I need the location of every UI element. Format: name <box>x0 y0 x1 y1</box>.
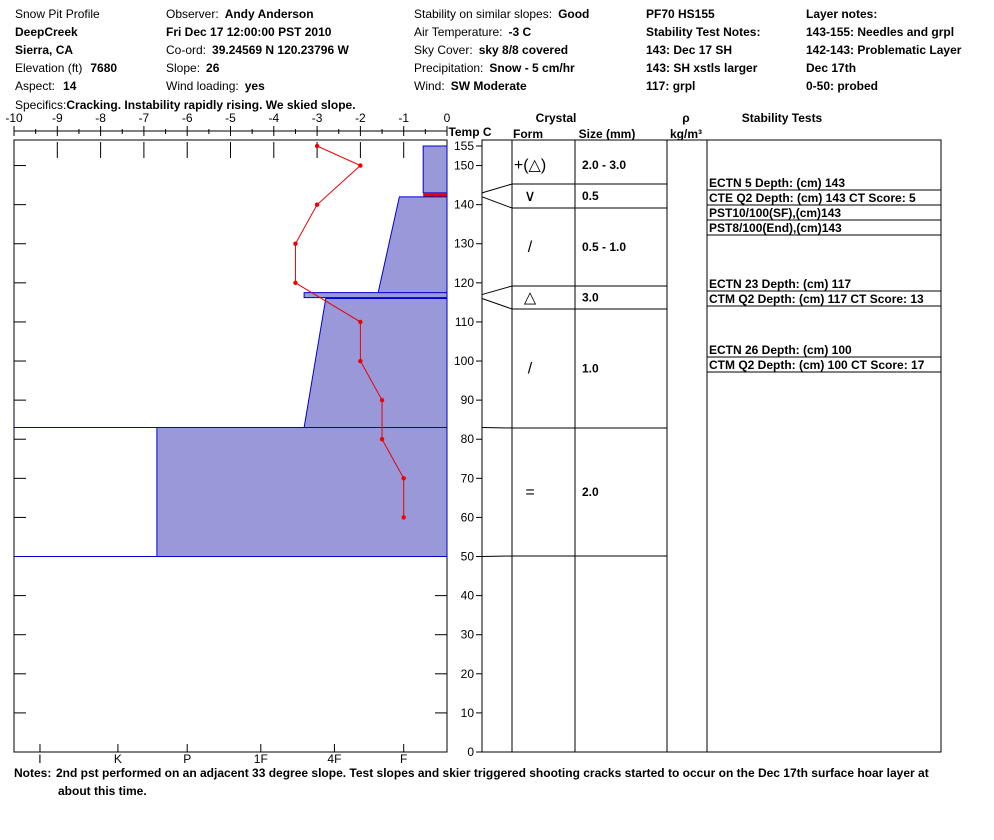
header-label: 142-143: Problematic Layer <box>806 43 962 57</box>
height-axis-label: 0 <box>467 745 474 759</box>
hardness-label: K <box>113 752 122 766</box>
hardness-layer-4 <box>304 298 447 427</box>
height-axis-label: 140 <box>453 197 474 212</box>
density-header: kg/m³ <box>669 127 703 141</box>
stability-test: CTM Q2 Depth: (cm) 117 CT Score: 13 <box>709 292 924 306</box>
density-symbol: ρ <box>682 111 690 125</box>
temperature-point <box>402 515 406 519</box>
temperature-tick-label: -8 <box>95 111 106 125</box>
height-axis-label: 60 <box>460 510 474 525</box>
hardness-layer-2 <box>378 197 447 295</box>
temperature-tick-label: -6 <box>181 111 193 125</box>
header-label: Stability Test Notes: <box>646 25 761 39</box>
header-label: 143-155: Needles and grpl <box>806 25 955 39</box>
header-value: Snow - 5 cm/hr <box>489 61 575 75</box>
temperature-point <box>315 202 319 206</box>
temperature-tick-label: -5 <box>225 111 236 125</box>
temperature-tick-label: -3 <box>311 111 323 125</box>
notes <box>14 764 944 800</box>
header-label: Wind loading: <box>166 79 239 93</box>
notes-label: Notes: <box>14 766 52 780</box>
specifics-label: Specifics: <box>15 98 67 112</box>
height-axis-label: 20 <box>460 666 474 681</box>
header-label: Observer: <box>166 7 219 21</box>
hardness-label: F <box>400 752 408 766</box>
crystal-size: 0.5 <box>582 189 599 203</box>
height-axis-label: 150 <box>453 158 474 173</box>
crystal-form-symbol: / <box>527 239 533 256</box>
header-label: 143: SH xstls larger <box>646 61 758 75</box>
problem-layer-mark <box>423 193 447 197</box>
header-label: Layer notes: <box>806 7 878 21</box>
header-label: 0-50: probed <box>806 79 879 93</box>
header-value: -3 C <box>508 25 532 39</box>
height-axis-label: 120 <box>453 275 474 290</box>
temperature-point <box>380 437 384 441</box>
header-label: DeepCreek <box>15 25 78 39</box>
header-label: Co-ord: <box>166 43 207 57</box>
height-axis-label: 10 <box>460 705 474 720</box>
header-value: sky 8/8 covered <box>478 43 569 57</box>
temperature-point <box>293 281 297 285</box>
stability-test: PST8/100(End),(cm)143 <box>709 221 842 235</box>
header-label: Sky Cover: <box>414 43 473 57</box>
layer-boundary-5 <box>482 556 667 557</box>
hardness-label: 4F <box>327 752 342 766</box>
stability-test: PST10/100(SF),(cm)143 <box>709 206 842 220</box>
height-axis-label: 110 <box>454 314 474 329</box>
hardness-label: I <box>38 752 42 766</box>
header-label: 117: grpl <box>646 79 696 93</box>
temperature-tick-label: -4 <box>268 111 280 125</box>
header-value: Fri Dec 17 12:00:00 PST 2010 <box>166 25 332 39</box>
temperature-tick-label: -7 <box>138 111 150 125</box>
header-label: PF70 HS155 <box>646 7 715 21</box>
height-axis-label: 155 <box>453 139 474 153</box>
header-value: Andy Anderson <box>224 7 314 21</box>
header-label: Slope: <box>166 61 201 75</box>
header-value: 39.24569 N 120.23796 W <box>212 43 349 57</box>
notes-line-1: 2nd pst performed on an adjacent 33 degree slope. Test slopes and skier triggered shooting cracks started to occur on the Dec 17th surface hoar layer at <box>56 766 929 780</box>
header-label: Elevation (ft) <box>15 61 83 75</box>
temperature-point <box>358 163 362 167</box>
temperature-tick-label: -9 <box>51 111 63 125</box>
header-value: 7680 <box>90 61 118 75</box>
temperature-tick-label: -2 <box>355 111 366 125</box>
header-label: Snow Pit Profile <box>15 7 100 21</box>
crystal-form-symbol: △ <box>523 289 537 307</box>
temperature-tick-label: 0 <box>443 111 451 125</box>
layer-boundary-4 <box>482 427 667 428</box>
header-label: 143: Dec 17 SH <box>646 43 733 57</box>
crystal-form-symbol: / <box>527 360 533 378</box>
crystal-form-symbol: ∨ <box>524 188 536 205</box>
temperature-tick-label: -10 <box>5 111 23 125</box>
temperature-point <box>358 320 362 324</box>
height-axis-label: 90 <box>460 393 474 408</box>
header-label: Stability on similar slopes: <box>414 7 553 21</box>
temperature-point <box>402 476 406 480</box>
header-value: Good <box>558 7 590 21</box>
crystal-size: 3.0 <box>582 290 599 305</box>
height-axis-label: 130 <box>453 236 474 251</box>
stability-test: CTE Q2 Depth: (cm) 143 CT Score: 5 <box>709 191 916 205</box>
temperature-point <box>315 144 319 148</box>
header-label: Sierra, CA <box>15 43 74 57</box>
stability-test: ECTN 26 Depth: (cm) 100 <box>709 343 852 357</box>
height-axis-label: 100 <box>453 354 474 369</box>
height-axis-label: 80 <box>460 432 474 447</box>
hardness-label: 1F <box>253 752 268 766</box>
stability-header: Stability Tests <box>741 111 823 125</box>
specifics-value: Cracking. Instability rapidly rising. We skied slope. <box>66 98 356 112</box>
stability-test: CTM Q2 Depth: (cm) 100 CT Score: 17 <box>709 358 925 372</box>
height-axis-label: 40 <box>460 588 474 603</box>
crystal-size: 1.0 <box>582 361 599 376</box>
hardness-layer-0 <box>423 146 447 193</box>
temperature-point <box>358 359 362 363</box>
crystal-form-symbol: = <box>525 484 535 501</box>
size-header: Size (mm) <box>578 127 636 141</box>
crystal-size: 0.5 - 1.0 <box>582 240 627 254</box>
hardness-label: P <box>183 752 192 766</box>
crystal-size: 2.0 <box>582 485 599 499</box>
header-value: 26 <box>206 61 220 75</box>
temperature-tick-label: -1 <box>398 111 410 125</box>
crystal-header: Crystal <box>535 111 577 125</box>
temperature-point <box>380 398 384 402</box>
crystal-size: 2.0 - 3.0 <box>582 158 627 172</box>
header-label: Aspect: <box>15 79 56 93</box>
stability-test: ECTN 23 Depth: (cm) 117 <box>709 277 852 291</box>
header-label: Dec 17th <box>806 61 857 75</box>
hardness-layer-3 <box>304 293 447 298</box>
crystal-form-symbol: +(△) <box>513 157 547 174</box>
temp-header: Temp C <box>448 125 492 139</box>
height-axis-label: 30 <box>460 627 474 642</box>
height-axis-label: 70 <box>460 471 474 486</box>
header-value: yes <box>244 79 265 93</box>
header-label: Precipitation: <box>414 61 484 75</box>
header-value: SW Moderate <box>450 79 527 93</box>
height-axis-label: 50 <box>460 549 474 564</box>
stability-test: ECTN 5 Depth: (cm) 143 <box>709 176 846 190</box>
notes-line-2: about this time. <box>58 784 147 798</box>
temperature-point <box>293 242 297 246</box>
form-header: Form <box>513 127 543 141</box>
header-value: 14 <box>63 79 77 93</box>
header-label: Wind: <box>414 79 445 93</box>
header-label: Air Temperature: <box>414 25 503 39</box>
